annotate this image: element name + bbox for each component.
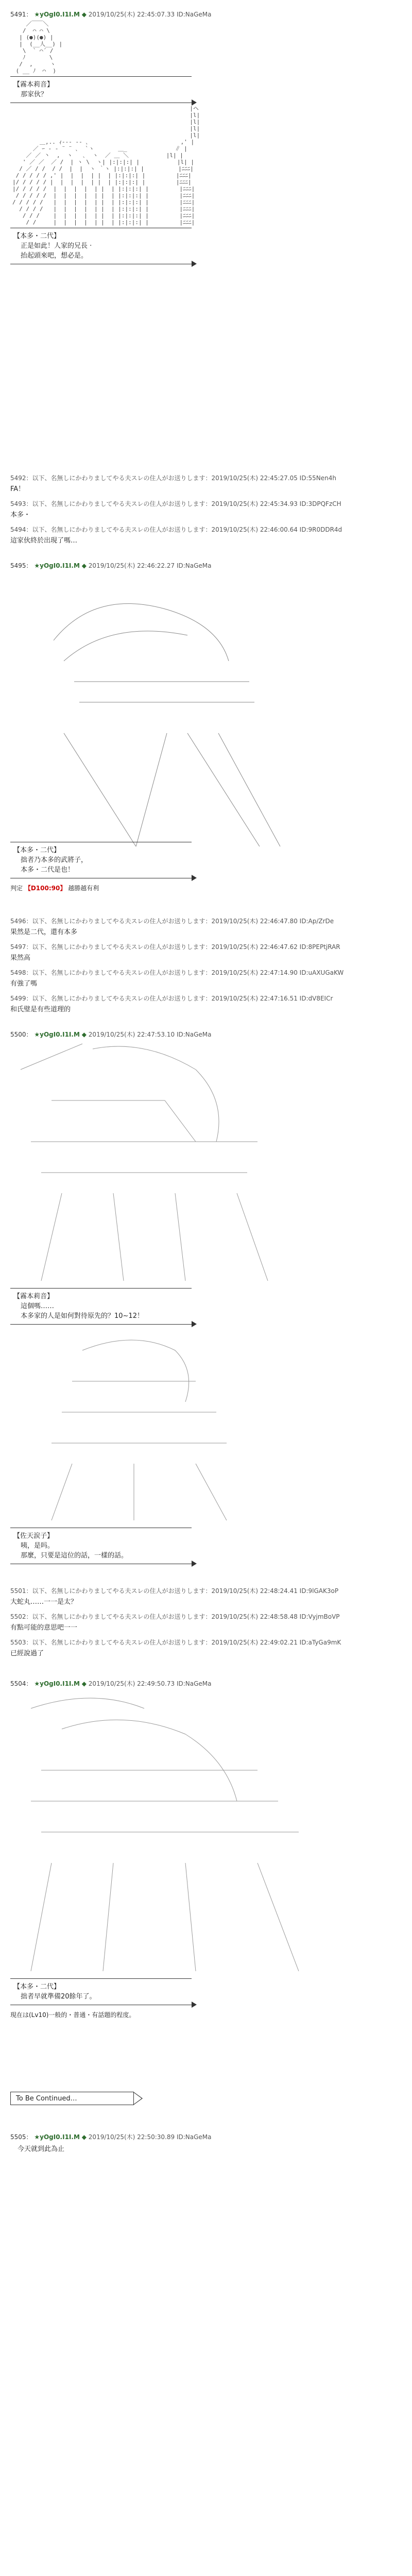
- dialogue-line: 抬起頭來吧，想必是。: [21, 252, 88, 260]
- post-date: 2019/10/25(木) 22:46:22.27: [88, 562, 175, 569]
- post-body: 今天就到此為止: [18, 2145, 65, 2153]
- speaker-label: 【本多・二代】: [13, 846, 61, 854]
- reply-5497: [10, 943, 402, 962]
- star-icon: ◆: [81, 1680, 87, 1687]
- reply-header: 5502：以下、名無しにかわりましてやる夫スレの住人がお送りします：2019/10/25(木) 22:48:58.48 ID:VyjmBoVP: [10, 1613, 340, 1620]
- star-icon: ◆: [81, 11, 87, 18]
- continue-banner: [10, 2092, 134, 2105]
- aa-figure: [33, 579, 301, 846]
- reply-header: 5497：以下、名無しにかわりましてやる夫スレの住人がお送りします：2019/10/25(木) 22:46:47.62 ID:8PEPtjRAR: [10, 943, 340, 951]
- poster-name: ★yOgI0.I1I.M: [34, 1031, 80, 1038]
- post-5491: [10, 10, 402, 264]
- dialogue-line: 拙者早就準備20餘年了。: [21, 1993, 96, 2001]
- post-number[interactable]: 5500：: [10, 1031, 32, 1038]
- star-icon: ◆: [81, 2133, 87, 2141]
- speaker-label: 【本多・二代】: [13, 232, 61, 240]
- aa-figure: [10, 1039, 299, 1286]
- post-header: [10, 2133, 402, 2141]
- post-date: 2019/10/25(木) 22:47:53.10: [88, 1031, 175, 1038]
- reply-body: 有強了嗎: [10, 980, 38, 988]
- reply-5501: [10, 1587, 402, 1606]
- reply-header: 5498：以下、名無しにかわりましてやる夫スレの住人がお送りします：2019/10/25(木) 22:47:14.90 ID:uAXUGaKW: [10, 969, 344, 976]
- dialogue-line: 咦，是吗。: [21, 1542, 55, 1550]
- post-number[interactable]: 5504：: [10, 1680, 32, 1687]
- aa-figure-box: [10, 1330, 402, 1526]
- aa-figure: [10, 1330, 278, 1526]
- post-id[interactable]: ID:NaGeMa: [176, 562, 212, 569]
- speech-bubble: [10, 228, 192, 264]
- post-date: 2019/10/25(木) 22:50:30.89: [88, 2133, 175, 2141]
- post-id[interactable]: ID:NaGeMa: [176, 2133, 212, 2141]
- post-number[interactable]: 5495：: [10, 562, 32, 569]
- speaker-label: 【霧本莉音】: [13, 81, 54, 89]
- reply-body: 和氏璧是有些道理的: [10, 1006, 71, 1013]
- reply-body: 本多・: [10, 511, 31, 519]
- post-footer: 現在は(Lv10)一般的・普通・有話題的程度。: [10, 2011, 135, 2019]
- post-header: [10, 10, 402, 19]
- reply-5496: [10, 917, 402, 936]
- speaker-label: 【霧本莉音】: [13, 1293, 54, 1300]
- post-5505: [10, 2133, 402, 2153]
- post-id[interactable]: ID:NaGeMa: [176, 1680, 212, 1687]
- reply-body: FA！: [10, 485, 25, 493]
- reply-header: 5494：以下、名無しにかわりましてやる夫スレの住人がお送りします：2019/10/25(木) 22:46:00.64 ID:9R0DDR4d: [10, 526, 342, 533]
- post-5495: [10, 562, 402, 892]
- poster-name: ★yOgI0.I1I.M: [34, 11, 80, 18]
- reply-body: 大蛇丸……一一是太？: [10, 1598, 78, 1606]
- post-5504: [10, 1680, 402, 2019]
- poster-name: ★yOgI0.I1I.M: [34, 562, 80, 569]
- reply-5498: [10, 969, 402, 988]
- reply-header: 5496：以下、名無しにかわりましてやる夫スレの住人がお送りします：2019/10/25(木) 22:46:47.80 ID:Ap/ZrDe: [10, 918, 334, 925]
- post-header: [10, 562, 402, 570]
- aa-figure: [10, 1688, 340, 1976]
- aa-figure-box: [10, 1688, 402, 1976]
- reply-5494: [10, 526, 402, 545]
- reply-5493: [10, 500, 402, 519]
- speaker-label: 【佐天涙子】: [13, 1532, 54, 1540]
- post-header: [10, 1030, 402, 1039]
- ascii-art: ／￣￣＼ / ⌒ ⌒ \ | (●)(●) | | (__人__) | \ ` ⌒´ / ﾉ \ / , ヽ ( __ ﾉ ⌒ ): [15, 21, 63, 74]
- reply-body: 已經說過了: [10, 1650, 44, 1657]
- speech-bubble: [10, 842, 192, 878]
- speaker-label: 【本多・二代】: [13, 1983, 61, 1991]
- post-number[interactable]: 5505：: [10, 2133, 32, 2141]
- speech-bubble: [10, 1978, 192, 2005]
- aa-figure-box: [10, 1039, 402, 1286]
- dialogue-line: 拙者乃本多的武將子，: [21, 856, 88, 864]
- reply-body: 這家伙終於出現了嗎…: [10, 537, 78, 545]
- star-icon: ◆: [81, 562, 87, 569]
- post-date: 2019/10/25(木) 22:45:07.33: [88, 11, 175, 18]
- reply-body: 果然高: [10, 954, 31, 962]
- reply-5503: [10, 1638, 402, 1657]
- reply-header: 5492：以下、名無しにかわりましてやる夫スレの住人がお送りします：2019/10/25(木) 22:45:27.05 ID:55Nen4h: [10, 474, 336, 482]
- dialogue-line: 那家伙？: [21, 91, 48, 98]
- star-icon: ◆: [81, 1031, 87, 1038]
- ascii-art: |ヘ |l| |l| |l| |l| ＿,.. ｨ--- -- ､ ,' | ／ ｰ ‐ ‐ ¨ ¨ ､ `ヽ ＿_ ∥ | ／ ／ 丶 , ヽ ､ ヽ ／ ＿ ＼ |l| | ' ／ ／ ／ / | ヽ \ ヽ| |:|:|:| | |l| | / ／ / / / / | | ヽ ｀ヽ |:|:|:| | |ﾆﾆﾆ| / / / / / ,' | | | | | | |:|:|:| | |ﾆﾆﾆ| |/ / / / / | | | | | | | |:|:|:| | |ﾆﾆﾆ| |/ / / / / | | | | | | | |:|:|:| | |ﾆﾆﾆ| / / / / / | | | | | | | |:|:|:| | |ﾆﾆﾆ| / / / / / | | | | | | | |:|:|:| | |ﾆﾆﾆ| / / / / | | | | | | | |:|:|:| | |ﾆﾆﾆ| / / / | | | | | | | |:|:|:| | |ﾆﾆﾆ| / / | | | | | | | |:|:|:| | |ﾆﾆﾆ|: [12, 105, 200, 226]
- post-number[interactable]: 5491：: [10, 11, 32, 18]
- speech-bubble: [10, 76, 192, 103]
- post-id[interactable]: ID:NaGeMa: [176, 1031, 212, 1038]
- reply-body: 果然是二代，還有本多: [10, 928, 78, 936]
- post-5500: [10, 1030, 402, 1564]
- reply-header: 5503：以下、名無しにかわりましてやる夫スレの住人がお送りします：2019/10/25(木) 22:49:02.21 ID:aTyGa9mK: [10, 1639, 341, 1646]
- dice-roll: [10, 884, 402, 892]
- poster-name: ★yOgI0.I1I.M: [34, 2133, 80, 2141]
- reply-5492: [10, 474, 402, 493]
- dice-label: 判定: [10, 885, 23, 892]
- dialogue-line: 正是如此！人家的兄長 ·: [21, 242, 92, 250]
- reply-header: 5493：以下、名無しにかわりましてやる夫スレの住人がお送りします：2019/10/25(木) 22:45:34.93 ID:3DPQFzCH: [10, 500, 341, 507]
- reply-body: 有點可能的意思吧一一: [10, 1624, 78, 1632]
- dice-suffix: 越勝越有利: [68, 885, 99, 892]
- reply-5502: [10, 1613, 402, 1632]
- post-header: [10, 1680, 402, 1688]
- speech-bubble: [10, 1528, 192, 1564]
- reply-5499: [10, 994, 402, 1013]
- dialogue-line: 本多家的人是如何對待原先的？10∼12！: [21, 1312, 144, 1320]
- dialogue-line: 那麼，只要是這位的話，一樣的話。: [21, 1552, 128, 1560]
- ascii-art: [12, 572, 402, 840]
- post-date: 2019/10/25(木) 22:49:50.73: [88, 1680, 175, 1687]
- dice-value: 【D100:90】: [24, 885, 66, 892]
- poster-name: ★yOgI0.I1I.M: [34, 1680, 80, 1687]
- reply-header: 5499：以下、名無しにかわりましてやる夫スレの住人がお送りします：2019/10/25(木) 22:47:16.51 ID:dV8EICr: [10, 995, 333, 1002]
- dialogue-line: 這個嗎……: [21, 1302, 55, 1310]
- dialogue-line: 本多・二代是也！: [21, 866, 75, 874]
- reply-header: 5501：以下、名無しにかわりましてやる夫スレの住人がお送りします：2019/10/25(木) 22:48:24.41 ID:9lGAK3oP: [10, 1587, 339, 1595]
- continue-text: To Be Continued…: [16, 2095, 77, 2103]
- post-id[interactable]: ID:NaGeMa: [176, 11, 212, 18]
- speech-bubble: [10, 1288, 192, 1325]
